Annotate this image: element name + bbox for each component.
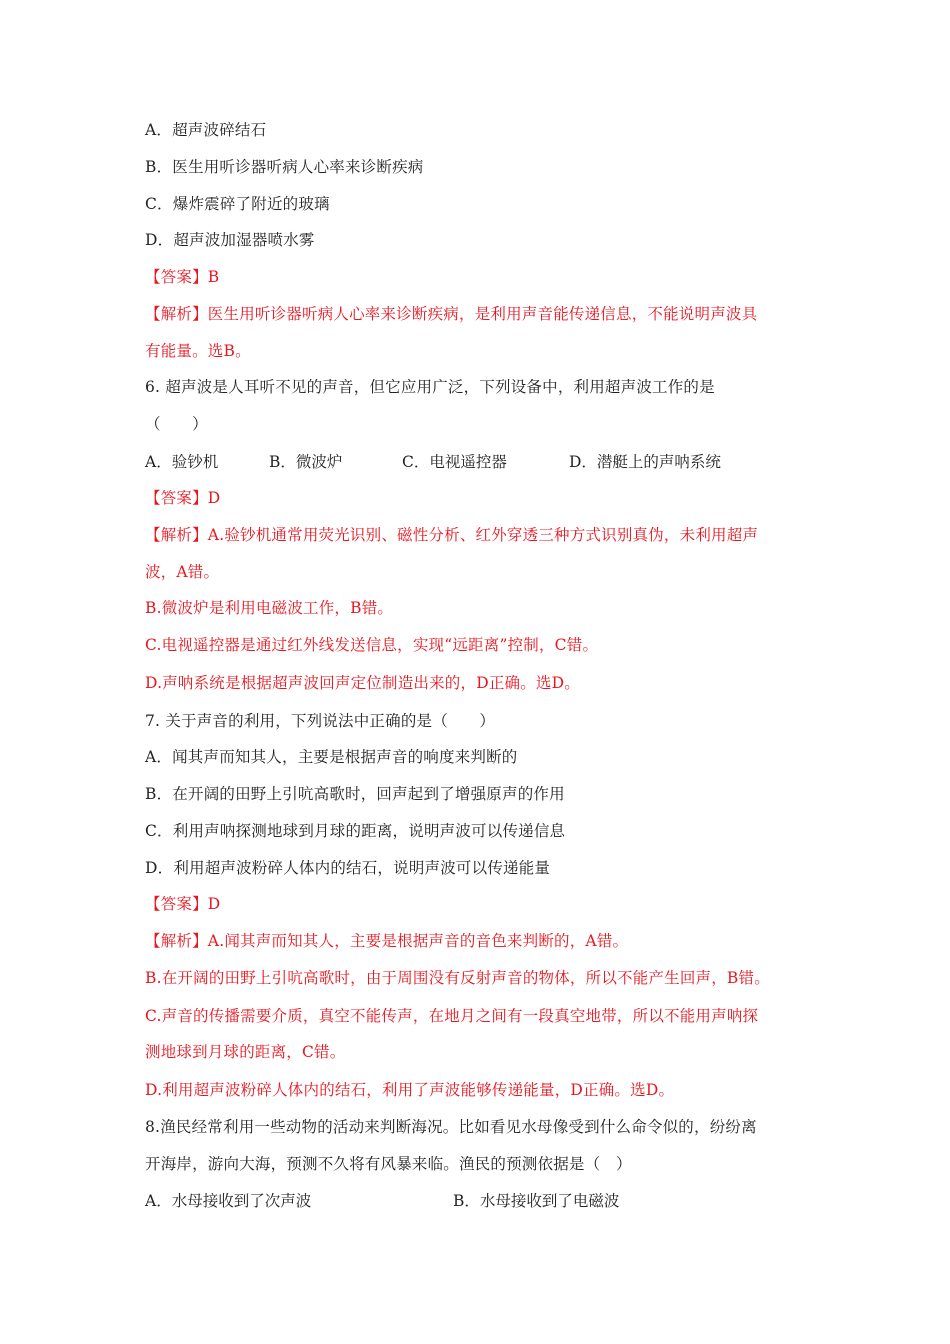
q8-option-b: B．水母接收到了电磁波 xyxy=(453,1192,620,1210)
q7-analysis-line-4: 测地球到月球的距离，C错。 xyxy=(145,1043,346,1061)
q7-answer: 【答案】D xyxy=(145,895,221,913)
q6-option-a: A．验钞机 xyxy=(145,453,219,471)
q5-answer: 【答案】B xyxy=(145,268,220,286)
q6-option-c: C．电视遥控器 xyxy=(402,453,507,471)
q7-option-a: A．闻其声而知其人，主要是根据声音的响度来判断的 xyxy=(145,748,518,766)
q7-analysis-line-1: 【解析】A.闻其声而知其人，主要是根据声音的音色来判断的，A错。 xyxy=(145,932,629,950)
q6-analysis-line-5: D.声呐系统是根据超声波回声定位制造出来的，D正确。选D。 xyxy=(145,674,580,692)
q6-analysis-line-3: B.微波炉是利用电磁波工作，B错。 xyxy=(145,599,394,617)
q6-stem-line-2: （ ） xyxy=(145,415,208,433)
q5-option-a: A．超声波碎结石 xyxy=(145,121,267,139)
q5-analysis-line-1: 【解析】医生用听诊器听病人心率来诊断疾病，是利用声音能传递信息，不能说明声波具 xyxy=(145,305,758,323)
q6-analysis-line-4: C.电视遥控器是通过红外线发送信息，实现“远距离”控制，C错。 xyxy=(145,636,599,654)
q6-options-row xyxy=(145,452,805,472)
q7-option-d: D．利用超声波粉碎人体内的结石，说明声波可以传递能量 xyxy=(145,859,551,877)
q7-option-c: C．利用声呐探测地球到月球的距离，说明声波可以传递信息 xyxy=(145,822,566,840)
q7-analysis-line-2: B.在开阔的田野上引吭高歌时，由于周围没有反射声音的物体，所以不能产生回声，B错。 xyxy=(145,969,770,987)
q5-option-b: B．医生用听诊器听病人心率来诊断疾病 xyxy=(145,158,424,176)
q6-answer: 【答案】D xyxy=(145,489,221,507)
q7-analysis-line-5: D.利用超声波粉碎人体内的结石，利用了声波能够传递能量，D正确。选D。 xyxy=(145,1081,675,1099)
q6-analysis-line-1: 【解析】A.验钞机通常用荧光识别、磁性分析、红外穿透三种方式识别真伪，未利用超声 xyxy=(145,526,759,544)
q5-analysis-line-2: 有能量。选B。 xyxy=(145,342,251,360)
q7-analysis-line-3: C.声音的传播需要介质，真空不能传声，在地月之间有一段真空地带，所以不能用声呐探 xyxy=(145,1007,759,1025)
q6-option-b: B．微波炉 xyxy=(269,453,343,471)
q6-stem-line-1: 6. 超声波是人耳听不见的声音，但它应用广泛，下列设备中，利用超声波工作的是 xyxy=(145,378,715,396)
q6-analysis-line-2: 波，A错。 xyxy=(145,563,220,581)
q5-option-d: D．超声波加湿器喷水雾 xyxy=(145,231,315,249)
q7-option-b: B．在开阔的田野上引吭高歌时，回声起到了增强原声的作用 xyxy=(145,785,565,803)
q6-option-d: D．潜艇上的声呐系统 xyxy=(569,453,721,471)
q5-option-c: C．爆炸震碎了附近的玻璃 xyxy=(145,195,330,213)
q8-option-a: A．水母接收到了次声波 xyxy=(145,1192,312,1210)
q8-stem-line-1: 8.渔民经常利用一些动物的活动来判断海况。比如看见水母像受到什么命令似的，纷纷离 xyxy=(145,1118,757,1136)
q7-stem: 7. 关于声音的利用，下列说法中正确的是（ ） xyxy=(145,712,496,730)
q8-options-row xyxy=(145,1191,805,1211)
q8-stem-line-2: 开海岸，游向大海，预测不久将有风暴来临。渔民的预测依据是（ ） xyxy=(145,1155,632,1173)
